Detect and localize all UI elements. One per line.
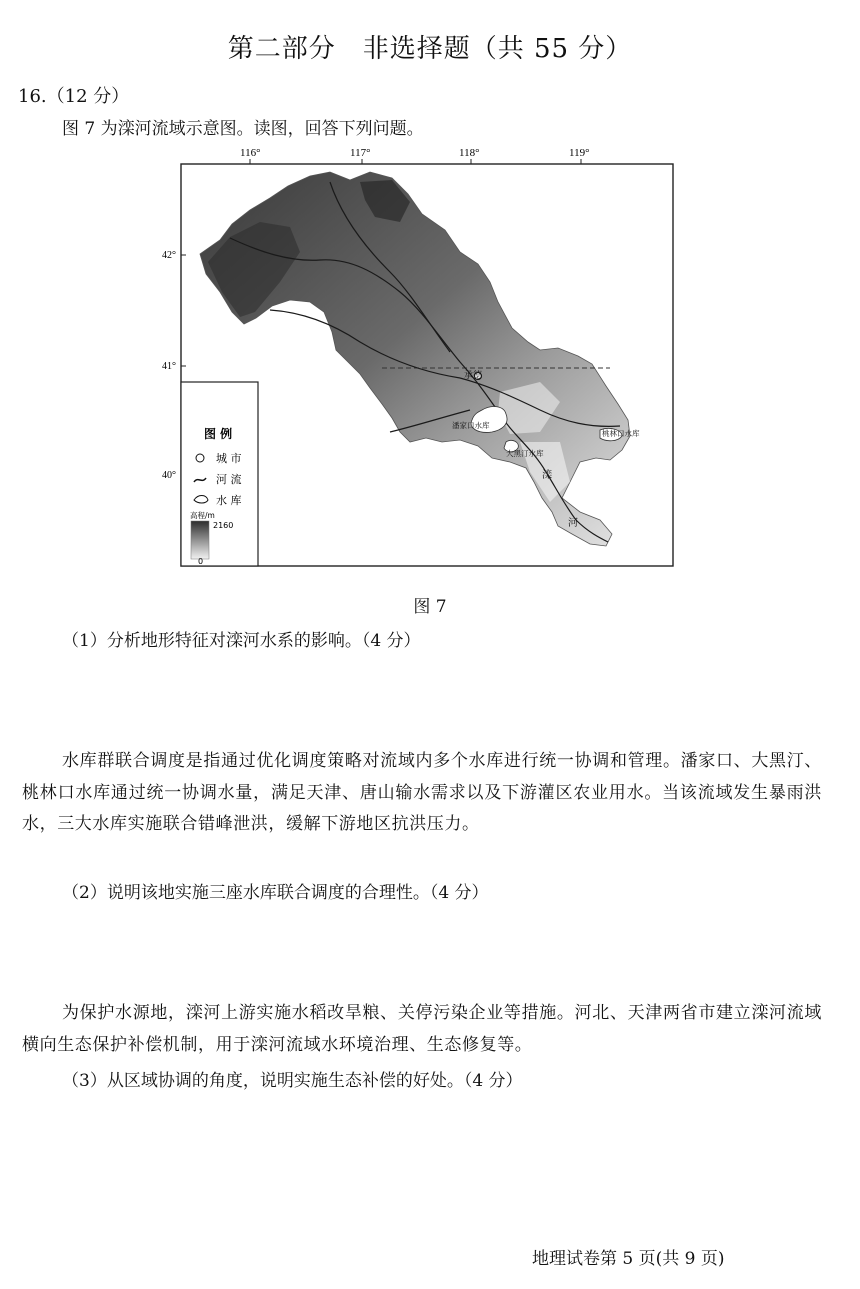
legend-elev-label: 高程/m xyxy=(190,511,215,520)
figure-caption: 图 7 xyxy=(413,597,447,617)
page-footer: 地理试卷第 5 页(共 9 页) xyxy=(532,1249,725,1269)
legend-elev-min: 0 xyxy=(198,557,204,566)
lon-label-117: 117° xyxy=(350,147,371,159)
panjiakou-label: 潘家口水库 xyxy=(452,421,490,430)
longitude-ticks xyxy=(250,159,581,164)
taolinkou-label: 桃林口水库 xyxy=(602,429,640,438)
lon-label-119: 119° xyxy=(569,147,590,159)
paragraph-eco-compensation: 为保护水源地，滦河上游实施水稻改旱粮、关停污染企业等措施。河北、天津两省市建立滦河流域横向生态保护补偿机制，用于滦河流域水环境治理、生态修复等。 xyxy=(22,1003,822,1055)
lat-label-42: 42° xyxy=(162,250,176,261)
luanhe-basin-map xyxy=(160,142,690,572)
lat-label-41: 41° xyxy=(162,361,176,372)
paragraph-reservoir-dispatch: 水库群联合调度是指通过优化调度策略对流域内多个水库进行统一协调和管理。潘家口、大黑汀、桃林口水库通过统一协调水量，满足天津、唐山输水需求以及下游灌区农业用水。当该流域发生暴雨洪水，三大水库实施联合错峰泄洪，缓解下游地区抗洪压力。 xyxy=(22,751,822,834)
section-title: 第二部分 非选择题（共 55 分） xyxy=(227,34,633,64)
question-intro: 图 7 为滦河流域示意图。读图，回答下列问题。 xyxy=(62,119,424,139)
question-3: （3）从区域协调的角度，说明实施生态补偿的好处。（4 分） xyxy=(62,1071,523,1091)
lon-label-116: 116° xyxy=(240,147,261,159)
legend-city: 城 市 xyxy=(216,452,242,465)
question-1: （1）分析地形特征对滦河水系的影响。（4 分） xyxy=(62,631,421,651)
legend-river: 河 流 xyxy=(216,473,242,486)
legend-elev-max: 2160 xyxy=(213,521,234,530)
legend-reservoir: 水 库 xyxy=(216,494,242,507)
chengde-label: 承德 xyxy=(464,371,483,381)
luan-label: 滦 xyxy=(542,470,552,481)
legend-title: 图 例 xyxy=(204,427,233,441)
daheiting-label: 大黑汀水库 xyxy=(506,449,544,458)
legend-elev-bar xyxy=(191,521,209,559)
legend-city-symbol xyxy=(196,454,204,462)
map-legend xyxy=(181,382,258,566)
lon-label-118: 118° xyxy=(459,147,480,159)
he-label: 河 xyxy=(568,518,578,529)
question-number: 16.（12 分） xyxy=(18,86,130,107)
lat-label-40: 40° xyxy=(162,470,176,481)
question-2: （2）说明该地实施三座水库联合调度的合理性。（4 分） xyxy=(62,883,489,903)
